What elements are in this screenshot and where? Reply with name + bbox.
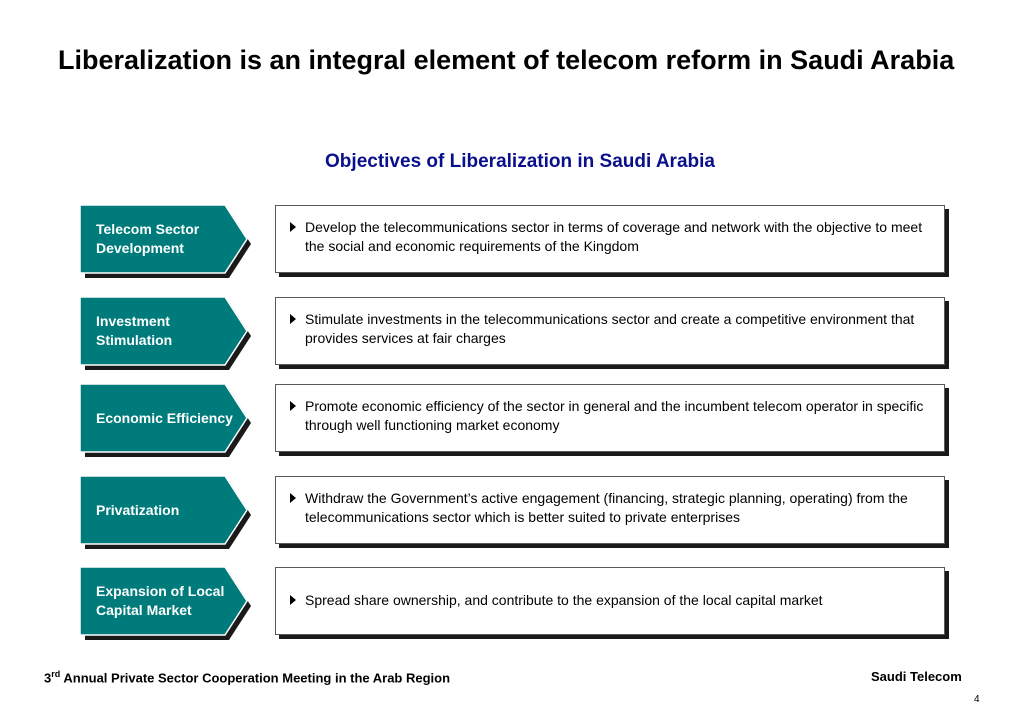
slide-title: Liberalization is an integral element of telecom reform in Saudi Arabia [58,45,955,75]
triangle-right-icon [290,401,296,411]
footer-event-superscript: rd [51,669,61,679]
objective-description: Develop the telecommunications sector in terms of coverage and network with the objective to meet the social and economic requirements of the Kingdom [305,219,923,254]
objective-description: Spread share ownership, and contribute to the expansion of the local capital market [305,592,823,608]
objective-row [0,205,1024,277]
objective-row [0,476,1024,548]
objective-box [275,476,945,544]
triangle-right-icon [290,314,296,324]
objective-label: Expansion of Local Capital Market [96,583,225,618]
footer-event [44,669,450,685]
objective-box [275,384,945,452]
objective-label: Privatization [96,501,180,518]
objective-row [0,384,1024,456]
objective-label: Economic Efficiency [96,409,233,426]
footer-event-number: 3 [44,670,52,686]
footer-event-text: Annual Private Sector Cooperation Meeting in the Arab Region [60,670,451,686]
objective-label: Investment Stimulation [96,313,173,348]
triangle-right-icon [290,595,296,605]
footer-company: Saudi Telecom [871,669,962,684]
objective-box [275,297,945,365]
objective-row [0,567,1024,639]
objective-description: Promote economic efficiency of the sector in general and the incumbent telecom operator in specific through well functioning market economy [305,398,924,433]
objective-description: Stimulate investments in the telecommunications sector and create a competitive environment that provides services at fair charges [305,311,915,346]
objective-description: Withdraw the Government’s active engagement (financing, strategic planning, operating) from the telecommunications sector which is better suited to private enterprises [305,490,908,525]
triangle-right-icon [290,222,296,232]
triangle-right-icon [290,493,296,503]
objective-row [0,297,1024,369]
slide-subtitle: Objectives of Liberalization in Saudi Arabia [325,151,715,172]
page-number: 4 [974,694,980,705]
objective-box [275,205,945,273]
objective-label: Telecom Sector Development [96,221,200,256]
objective-box [275,567,945,635]
